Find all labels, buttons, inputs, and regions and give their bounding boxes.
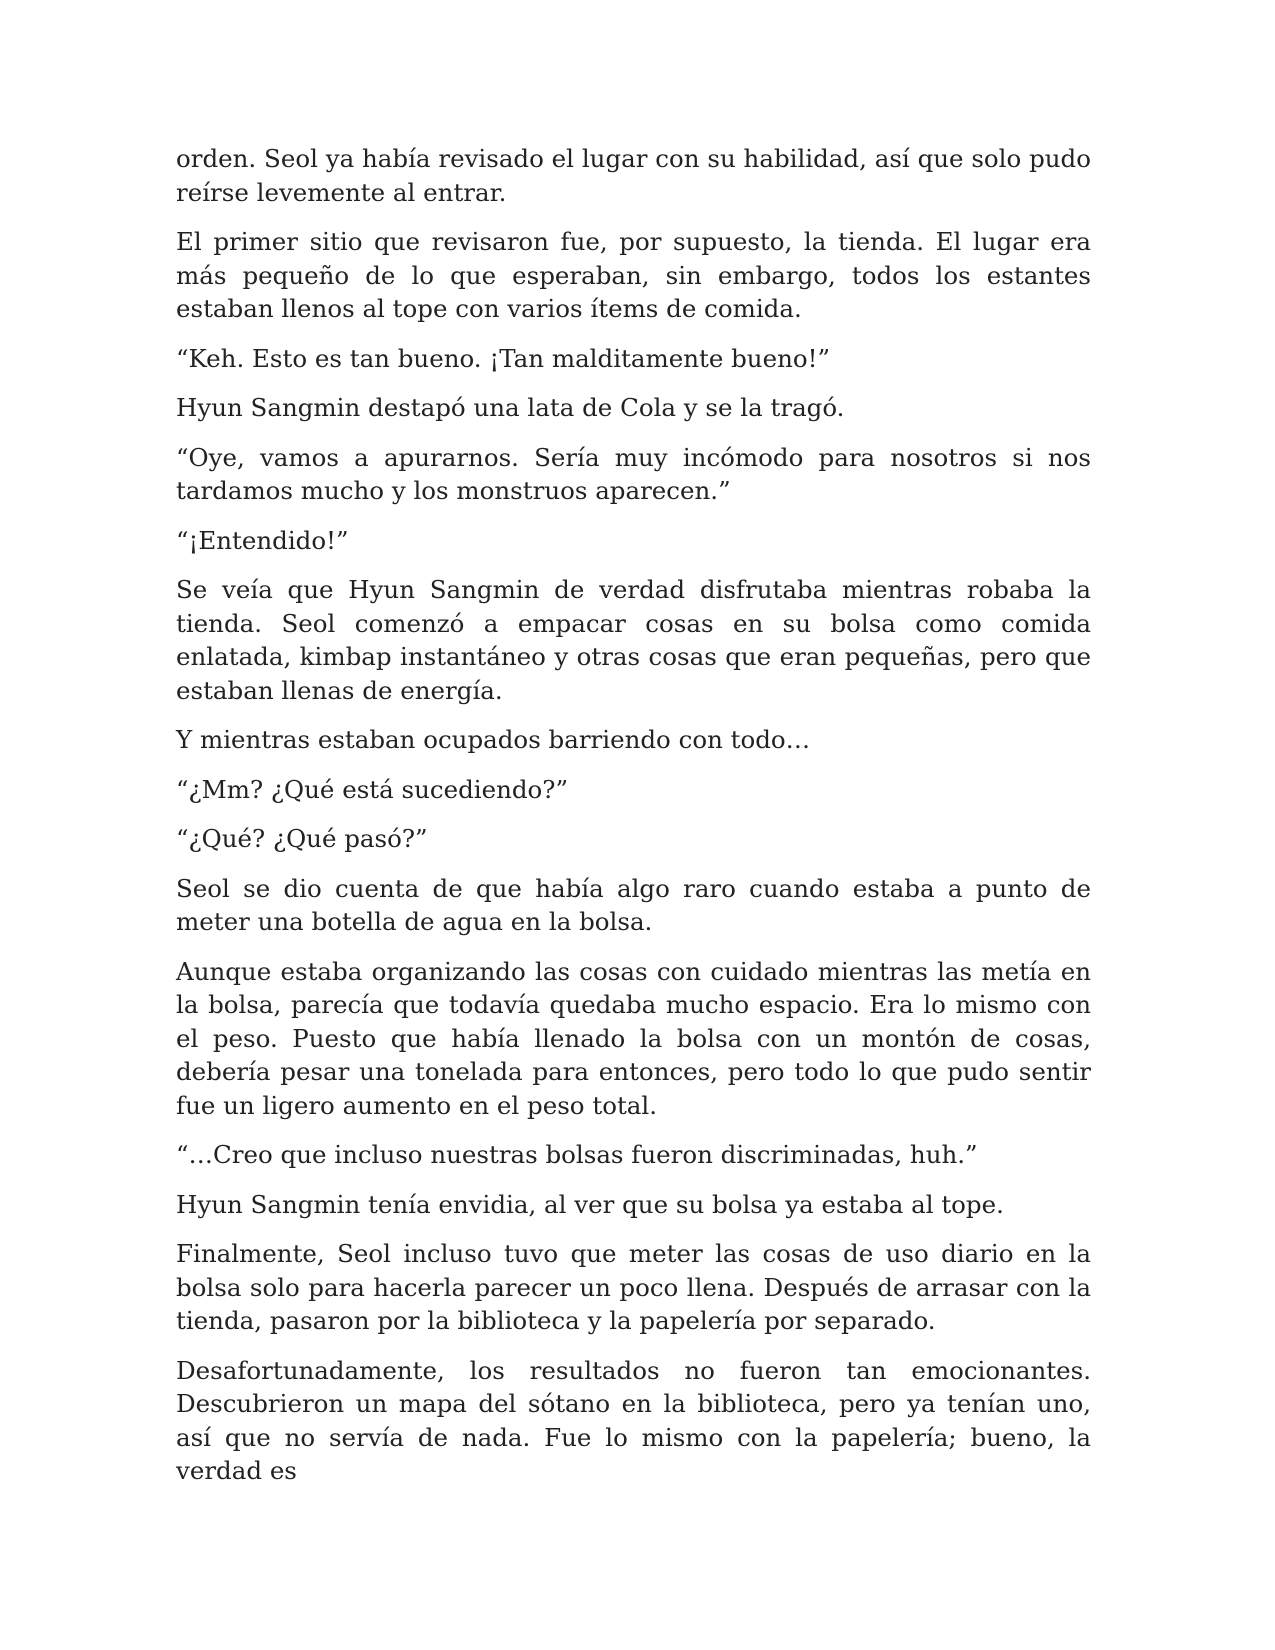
dialogue-paragraph: “¿Qué? ¿Qué pasó?” <box>176 824 428 853</box>
paragraph: Hyun Sangmin tenía envidia, al ver que su bolsa ya estaba al tope. <box>176 1189 1004 1219</box>
paragraph: El primer sitio que revisaron fue, por supuesto, la tienda. El lugar era más pequeño de lo que esperaban, sin embargo, todos los estantes estaban llenos al tope con varios ítems de comida. <box>176 227 1091 323</box>
paragraph: Finalmente, Seol incluso tuvo que meter las cosas de uso diario en la bolsa solo para hacerla parecer un poco llena. Después de arrasar con la tienda, pasaron por la biblioteca y la papelería por separado. <box>176 1239 1091 1335</box>
dialogue-paragraph: “…Creo que incluso nuestras bolsas fueron discriminadas, huh.” <box>176 1140 978 1169</box>
dialogue-paragraph: “¡Entendido!” <box>176 525 349 555</box>
paragraph: Aunque estaba organizando las cosas con cuidado mientras las metía en la bolsa, parecía que todavía quedaba mucho espacio. Era lo mismo con el peso. Puesto que había llenado la bolsa con un montón de cosas, debería pesar una tonelada para entonces, pero todo lo que pudo sentir fue un ligero aumento en el peso total. <box>176 956 1091 1120</box>
document-page <box>176 142 1091 1504</box>
paragraph: Hyun Sangmin destapó una lata de Cola y se la tragó. <box>176 393 845 422</box>
dialogue-paragraph: “Oye, vamos a apurarnos. Sería muy incómodo para nosotros si nos tardamos mucho y los monstruos aparecen.” <box>176 442 1091 505</box>
paragraph: Seol se dio cuenta de que había algo raro cuando estaba a punto de meter una botella de agua en la bolsa. <box>176 873 1091 936</box>
paragraph: Desafortunadamente, los resultados no fueron tan emocionantes. Descubrieron un mapa del sótano en la biblioteca, pero ya tenían uno, así que no servía de nada. Fue lo mismo con la papelería; bueno, la verdad es <box>176 1355 1091 1485</box>
paragraph: Y mientras estaban ocupados barriendo con todo… <box>176 725 811 754</box>
paragraph: Se veía que Hyun Sangmin de verdad disfrutaba mientras robaba la tienda. Seol comenzó a empacar cosas en su bolsa como comida enlatada, kimbap instantáneo y otras cosas que eran pequeñas, pero que estaban llenas de energía. <box>176 575 1091 705</box>
dialogue-paragraph: “Keh. Esto es tan bueno. ¡Tan malditamente bueno!” <box>176 343 830 373</box>
paragraph: orden. Seol ya había revisado el lugar con su habilidad, así que solo pudo reírse levemente al entrar. <box>176 144 1091 207</box>
dialogue-paragraph: “¿Mm? ¿Qué está sucediendo?” <box>176 774 568 804</box>
